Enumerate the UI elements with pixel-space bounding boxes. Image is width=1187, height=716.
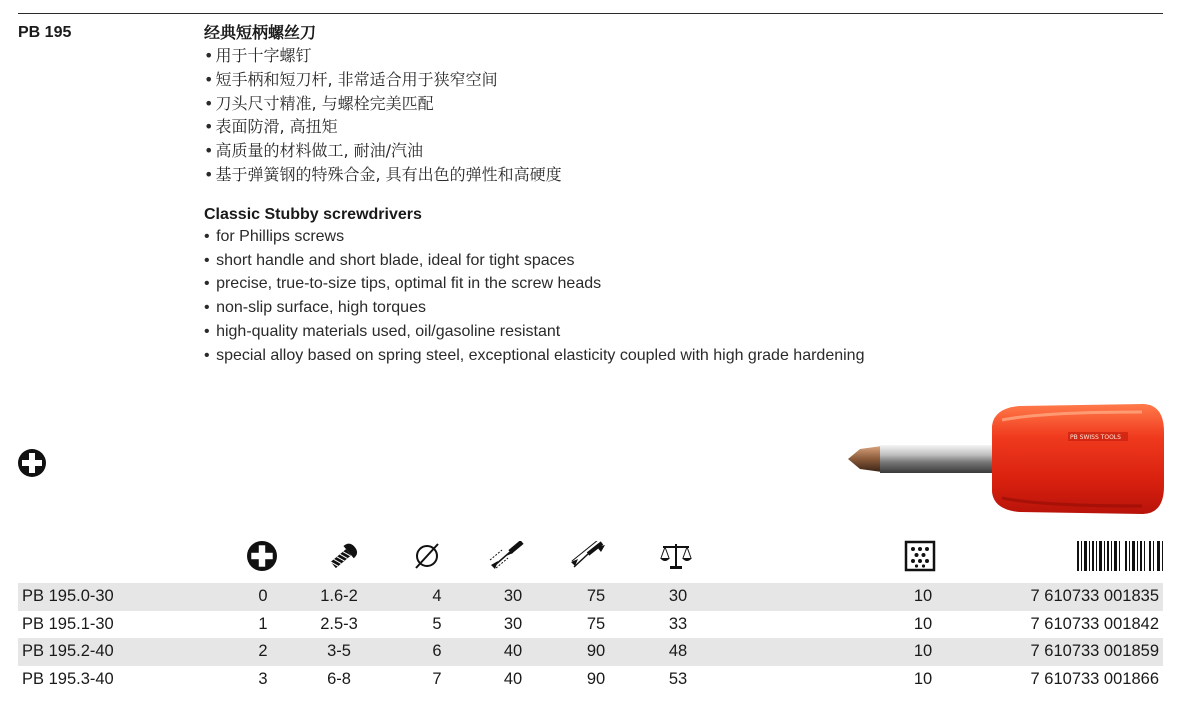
table-row xyxy=(18,611,1163,639)
overall-length-icon xyxy=(570,538,606,574)
cell-ean: 7 610733 001835 xyxy=(1030,587,1159,605)
cell-size: 2 xyxy=(258,642,268,660)
cell-length: 90 xyxy=(586,642,606,660)
weight-scale-icon xyxy=(658,538,694,574)
phillips-icon xyxy=(244,538,280,574)
en-bullet: • high-quality materials used, oil/gasoline resistant xyxy=(204,322,561,340)
cell-length: 75 xyxy=(586,614,606,633)
cell-length: 90 xyxy=(586,669,606,688)
cell-ean: 7 610733 001866 xyxy=(1030,669,1159,688)
cn-title: 经典短柄螺丝刀 xyxy=(204,25,317,42)
cell-diameter: 7 xyxy=(432,669,442,688)
package-quantity-icon xyxy=(902,538,938,574)
cell-length: 75 xyxy=(586,587,606,605)
en-title: Classic Stubby screwdrivers xyxy=(204,205,422,223)
phillips-icon xyxy=(18,449,46,477)
cell-blade: 30 xyxy=(503,614,523,633)
handle-brand-text: PB SWISS TOOLS xyxy=(1070,434,1121,441)
table-row xyxy=(18,666,1163,694)
en-bullet: • special alloy based on spring steel, exceptional elasticity coupled with high grade hardening xyxy=(204,346,865,364)
cell-size: 0 xyxy=(258,587,268,605)
screw-icon xyxy=(326,538,362,574)
cell-weight: 30 xyxy=(668,587,688,605)
cn-bullet-list xyxy=(204,44,1164,187)
cell-blade: 40 xyxy=(503,642,523,660)
cell-size: 1 xyxy=(258,614,268,633)
cell-weight: 53 xyxy=(668,669,688,688)
en-bullet: • non-slip surface, high torques xyxy=(204,299,426,317)
cell-screw: 1.6-2 xyxy=(320,587,358,605)
cn-bullet: • 高质量的材料做工, 耐油/汽油 xyxy=(204,141,424,161)
cell-ean: 7 610733 001842 xyxy=(1030,614,1159,633)
en-bullet: • for Phillips screws xyxy=(204,227,345,245)
cell-diameter: 4 xyxy=(432,587,442,605)
cn-bullet: • 短手柄和短刀杆, 非常适合用于狭窄空间 xyxy=(204,69,498,89)
cell-diameter: 6 xyxy=(432,642,442,660)
cn-bullet: • 表面防滑, 高扭矩 xyxy=(204,117,338,137)
cell-code: PB 195.0-30 xyxy=(22,587,114,605)
barcode-icon xyxy=(1076,538,1164,574)
en-bullet: • precise, true-to-size tips, optimal fit in the screw heads xyxy=(204,275,602,293)
cell-pack: 10 xyxy=(913,642,933,660)
screwdriver-image xyxy=(842,402,1164,516)
cell-code: PB 195.1-30 xyxy=(22,614,114,633)
cn-bullet: • 刀头尺寸精准, 与螺栓完美匹配 xyxy=(204,93,434,113)
cell-blade: 30 xyxy=(503,587,523,605)
cell-diameter: 5 xyxy=(432,614,442,633)
cn-bullet: • 基于弹簧钢的特殊合金, 具有出色的弹性和高硬度 xyxy=(204,164,562,184)
cell-weight: 48 xyxy=(668,642,688,660)
cn-bullet: • 用于十字螺钉 xyxy=(204,46,312,65)
cell-weight: 33 xyxy=(668,614,688,633)
cell-ean: 7 610733 001859 xyxy=(1030,642,1159,660)
top-divider xyxy=(18,13,1163,14)
diameter-icon xyxy=(409,538,445,574)
cell-screw: 3-5 xyxy=(327,642,351,660)
cell-pack: 10 xyxy=(913,669,933,688)
cell-screw: 6-8 xyxy=(327,669,351,688)
cell-pack: 10 xyxy=(913,614,933,633)
en-bullet: • short handle and short blade, ideal for tight spaces xyxy=(204,251,575,269)
product-code: PB 195 xyxy=(18,24,72,41)
product-table xyxy=(18,583,1163,693)
en-bullet-list xyxy=(204,225,1164,368)
table-row xyxy=(18,583,1163,611)
product-description xyxy=(204,24,1164,368)
cell-code: PB 195.3-40 xyxy=(22,669,114,688)
cell-screw: 2.5-3 xyxy=(320,614,358,633)
cell-code: PB 195.2-40 xyxy=(22,642,114,660)
table-header xyxy=(0,538,1187,578)
cell-blade: 40 xyxy=(503,669,523,688)
cell-size: 3 xyxy=(258,669,268,688)
blade-length-icon xyxy=(488,538,524,574)
cell-pack: 10 xyxy=(913,587,933,605)
table-row xyxy=(18,638,1163,666)
